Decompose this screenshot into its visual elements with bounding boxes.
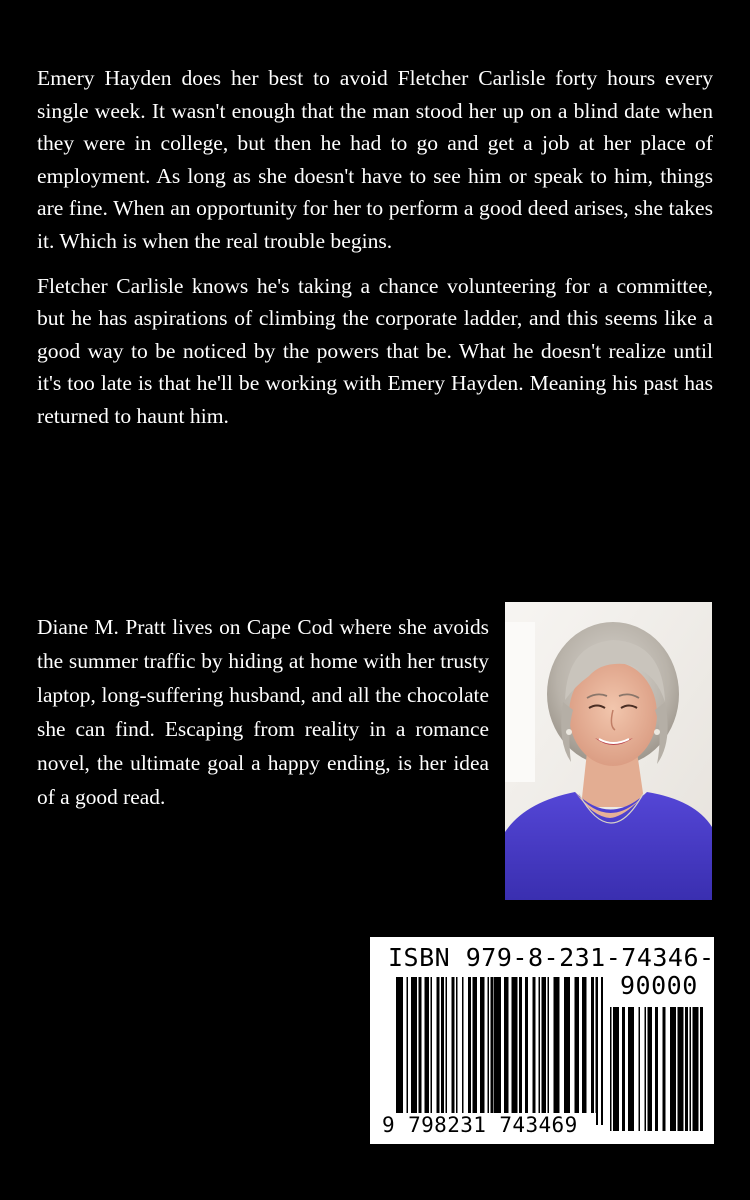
- price-addon-digits: 90000: [620, 971, 698, 1000]
- blurb-paragraph-2: Fletcher Carlisle knows he's taking a chance volunteering for a committee, but he has aspirations of climbing the corporate ladder, and this seems like a good way to be noticed by the powers that be. What he doesn't realize until it's too late is that he'll be working with Emery Hayden. Meaning his past has returned to haunt him.: [37, 273, 713, 428]
- blurb-paragraph-1: Emery Hayden does her best to avoid Fletcher Carlisle forty hours every single week. It wasn't enough that the man stood her up on a blind date when they were in college, but then he had to go and get a job at her place of employment. As long as she doesn't have to see him or speak to him, things are fine. When an opportunity for her to perform a good deed arises, she takes it. Which is when the real trouble begins.: [37, 66, 713, 253]
- author-portrait-image: [505, 602, 712, 900]
- book-blurb: [37, 62, 713, 445]
- author-photo: [505, 602, 712, 900]
- isbn-label: ISBN 979-8-231-74346-9: [388, 943, 731, 972]
- isbn-barcode: [370, 937, 731, 1144]
- author-bio: Diane M. Pratt lives on Cape Cod where she avoids the summer traffic by hiding at home with her trusty laptop, long-suffering husband, and all the chocolate she can find. Escaping from reality in a romance novel, the ultimate goal a happy ending, is her idea of a good read.: [37, 615, 489, 809]
- ean-digits: 9 798231 743469: [382, 1113, 578, 1137]
